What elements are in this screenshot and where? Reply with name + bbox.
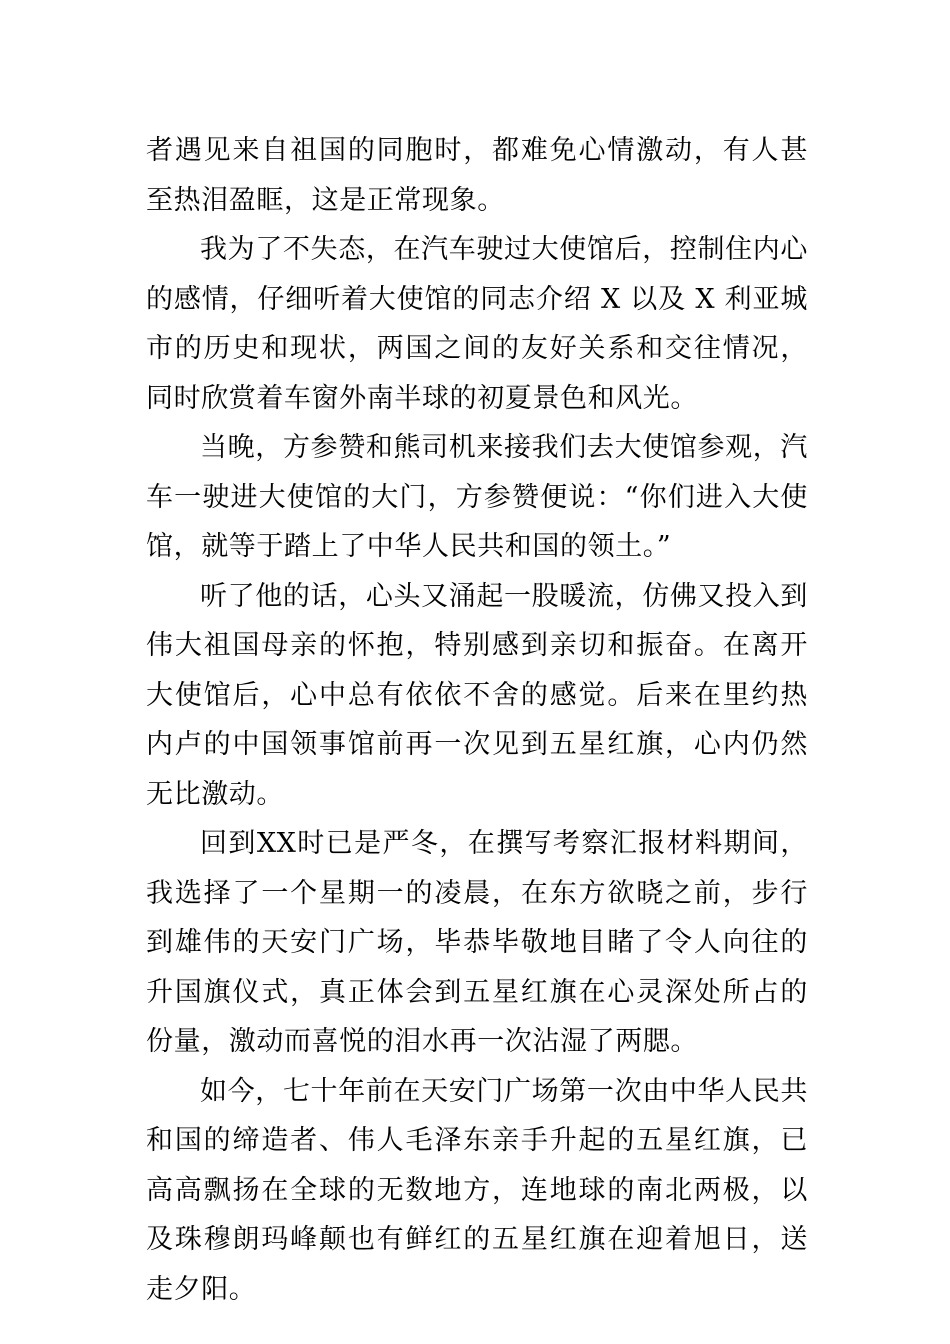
- paragraph-6: 如今，七十年前在天安门广场第一次由中华人民共和国的缔造者、伟人毛泽东亲手升起的五星红旗，已高高飘扬在全球的无数地方，连地球的南北两极，以及珠穆朗玛峰颠也有鲜红的五星红旗在迎着旭日，送走夕阳。: [146, 1075, 808, 1305]
- paragraph-3: 当晚，方参赞和熊司机来接我们去大使馆参观，汽车一驶进大使馆的大门，方参赞便说：“你们进入大使馆，就等于踏上了中华人民共和国的领土。”: [146, 432, 808, 562]
- paragraph-1: 者遇见来自祖国的同胞时，都难免心情激动，有人甚至热泪盈眶，这是正常现象。: [146, 135, 808, 216]
- paragraph-4: 听了他的话，心头又涌起一股暖流，仿佛又投入到伟大祖国母亲的怀抱，特别感到亲切和振奋。在离开大使馆后，心中总有依依不舍的感觉。后来在里约热内卢的中国领事馆前再一次见到五星红旗，心内仍然无比激动。: [146, 580, 808, 810]
- document-body: [146, 126, 808, 1314]
- paragraph-2: 我为了不失态，在汽车驶过大使馆后，控制住内心的感情，仔细听着大使馆的同志介绍 X 以及 X 利亚城市的历史和现状，两国之间的友好关系和交往情况，同时欣赏着车窗外南半球的初夏景色和风光。: [146, 234, 808, 414]
- paragraph-5: 回到XX时已是严冬，在撰写考察汇报材料期间，我选择了一个星期一的凌晨，在东方欲晓之前，步行到雄伟的天安门广场，毕恭毕敬地目睹了令人向往的升国旗仪式，真正体会到五星红旗在心灵深处所占的份量，激动而喜悦的泪水再一次沾湿了两腮。: [146, 828, 808, 1057]
